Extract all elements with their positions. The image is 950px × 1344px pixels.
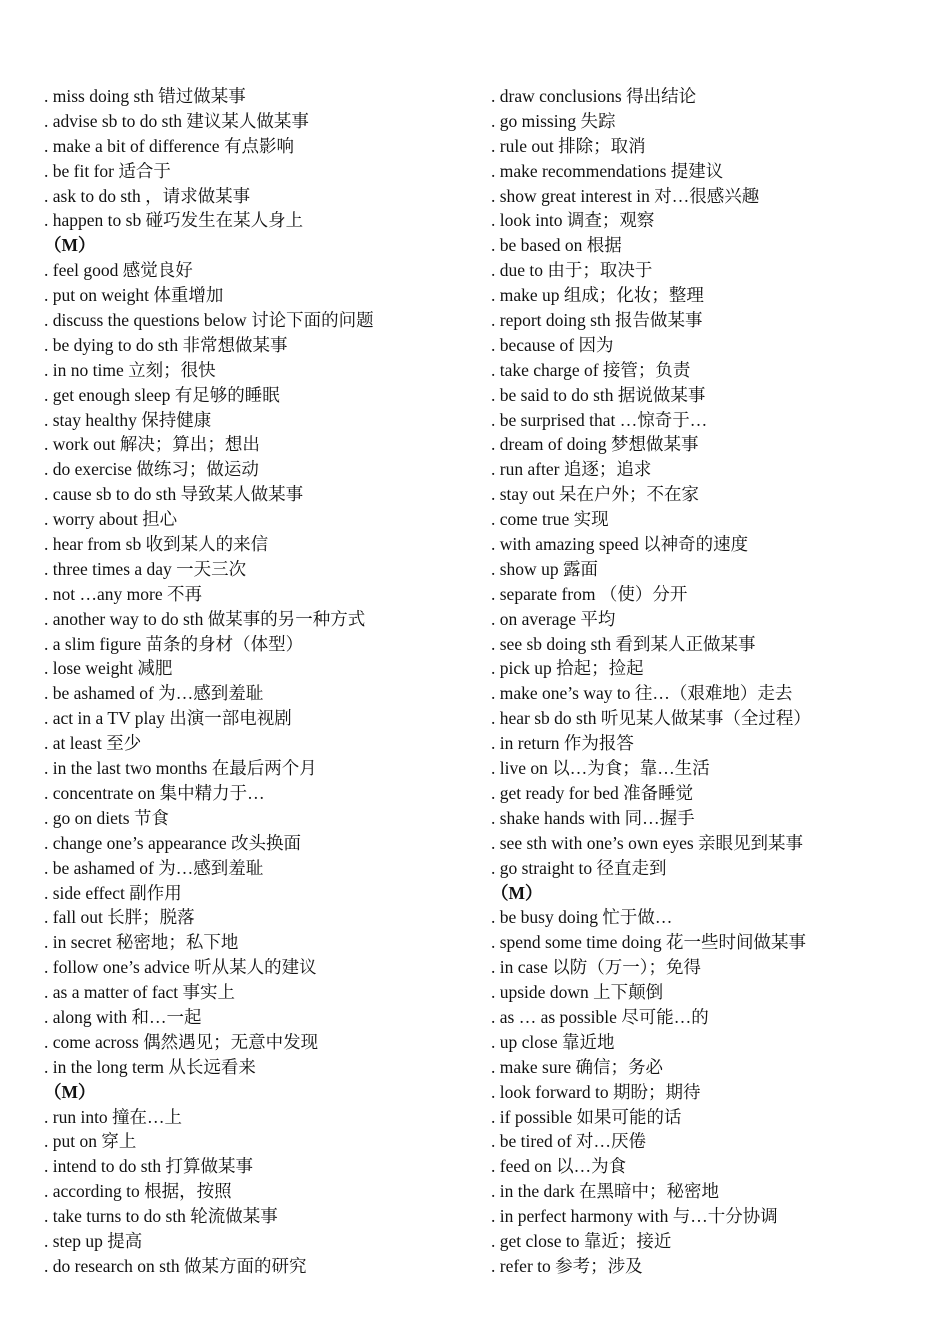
section-marker: （M） bbox=[44, 1081, 96, 1102]
phrase-entry: . upside down 上下颠倒 bbox=[491, 982, 664, 1003]
phrase-entry: . be said to do sth 据说做某事 bbox=[491, 384, 706, 405]
phrase-entry: . dream of doing 梦想做某事 bbox=[491, 434, 699, 455]
phrase-entry: . get enough sleep 有足够的睡眠 bbox=[44, 384, 280, 405]
phrase-entry: . show great interest in 对…很感兴趣 bbox=[491, 185, 760, 206]
phrase-entry: . concentrate on 集中精力于… bbox=[44, 782, 265, 803]
phrase-entry: . go missing 失踪 bbox=[491, 110, 616, 131]
phrase-entry: . be tired of 对…厌倦 bbox=[491, 1131, 647, 1152]
phrase-entry: . put on weight 体重增加 bbox=[44, 285, 224, 306]
phrase-entry: . in secret 秘密地；私下地 bbox=[44, 932, 239, 953]
phrase-entry: . step up 提高 bbox=[44, 1230, 143, 1251]
section-marker: （M） bbox=[491, 882, 543, 903]
phrase-entry: . because of 因为 bbox=[491, 334, 614, 355]
phrase-entry: . in the long term 从长远看来 bbox=[44, 1056, 256, 1077]
phrase-entry: . look into 调查；观察 bbox=[491, 210, 655, 231]
phrase-entry: . put on 穿上 bbox=[44, 1131, 137, 1152]
phrase-entry: . due to 由于；取决于 bbox=[491, 260, 653, 281]
phrase-entry: . follow one’s advice 听从某人的建议 bbox=[44, 957, 317, 978]
phrase-entry: . come true 实现 bbox=[491, 509, 609, 530]
phrase-entry: . get close to 靠近；接近 bbox=[491, 1230, 672, 1251]
phrase-entry: . be busy doing 忙于做… bbox=[491, 907, 673, 928]
phrase-entry: . look forward to 期盼；期待 bbox=[491, 1081, 701, 1102]
phrase-entry: . lose weight 减肥 bbox=[44, 658, 173, 679]
phrase-entry: . run into 撞在…上 bbox=[44, 1106, 183, 1127]
phrase-entry: . act in a TV play 出演一部电视剧 bbox=[44, 708, 292, 729]
phrase-entry: . separate from （使）分开 bbox=[491, 583, 688, 604]
phrase-entry: . in no time 立刻；很快 bbox=[44, 359, 216, 380]
phrase-entry: . take turns to do sth 轮流做某事 bbox=[44, 1206, 278, 1227]
phrase-entry: . pick up 拾起；捡起 bbox=[491, 658, 644, 679]
phrase-entry: . along with 和…一起 bbox=[44, 1006, 202, 1027]
phrase-entry: . as a matter of fact 事实上 bbox=[44, 982, 235, 1003]
phrase-entry: . show up 露面 bbox=[491, 558, 598, 579]
phrase-entry: . stay out 呆在户外；不在家 bbox=[491, 484, 700, 505]
phrase-entry: . according to 根据，按照 bbox=[44, 1181, 232, 1202]
phrase-entry: . three times a day 一天三次 bbox=[44, 558, 247, 579]
phrase-entry: . be fit for 适合于 bbox=[44, 160, 171, 181]
phrase-entry: . make recommendations 提建议 bbox=[491, 160, 724, 181]
phrase-entry: . with amazing speed 以神奇的速度 bbox=[491, 534, 749, 555]
phrase-entry: . shake hands with 同…握手 bbox=[491, 807, 695, 828]
phrase-entry: . run after 追逐；追求 bbox=[491, 459, 652, 480]
phrase-entry: . refer to 参考；涉及 bbox=[491, 1255, 643, 1276]
phrase-entry: . go on diets 节食 bbox=[44, 807, 169, 828]
phrase-entry: . in return 作为报答 bbox=[491, 733, 634, 754]
phrase-entry: . in the last two months 在最后两个月 bbox=[44, 758, 317, 779]
phrase-entry: . make one’s way to 往…（艰难地）走去 bbox=[491, 683, 793, 704]
phrase-entry: . be dying to do sth 非常想做某事 bbox=[44, 334, 288, 355]
phrase-entry: . at least 至少 bbox=[44, 733, 142, 754]
phrase-entry: . fall out 长胖；脱落 bbox=[44, 907, 195, 928]
phrase-entry: . report doing sth 报告做某事 bbox=[491, 310, 703, 331]
phrase-entry: . go straight to 径直走到 bbox=[491, 857, 667, 878]
phrase-entry: . take charge of 接管；负责 bbox=[491, 359, 691, 380]
phrase-entry: . if possible 如果可能的话 bbox=[491, 1106, 682, 1127]
phrase-entry: . hear sb do sth 听见某人做某事（全过程） bbox=[491, 708, 811, 729]
phrase-entry: . on average 平均 bbox=[491, 608, 616, 629]
phrase-entry: . a slim figure 苗条的身材（体型） bbox=[44, 633, 304, 654]
phrase-entry: . see sb doing sth 看到某人正做某事 bbox=[491, 633, 756, 654]
phrase-entry: . be based on 根据 bbox=[491, 235, 622, 256]
phrase-entry: . spend some time doing 花一些时间做某事 bbox=[491, 932, 806, 953]
phrase-entry: . make sure 确信；务必 bbox=[491, 1056, 664, 1077]
phrase-entry: . make up 组成；化妆；整理 bbox=[491, 285, 704, 306]
phrase-entry: . feel good 感觉良好 bbox=[44, 260, 193, 281]
phrase-entry: . be surprised that …惊奇于… bbox=[491, 409, 708, 430]
right-phrase-column bbox=[491, 84, 941, 1279]
phrase-entry: . worry about 担心 bbox=[44, 509, 178, 530]
phrase-entry: . hear from sb 收到某人的来信 bbox=[44, 534, 269, 555]
phrase-entry: . up close 靠近地 bbox=[491, 1031, 615, 1052]
phrase-entry: . not …any more 不再 bbox=[44, 583, 202, 604]
phrase-entry: . do research on sth 做某方面的研究 bbox=[44, 1255, 307, 1276]
phrase-entry: . side effect 副作用 bbox=[44, 882, 182, 903]
phrase-entry: . discuss the questions below 讨论下面的问题 bbox=[44, 310, 374, 331]
phrase-entry: . feed on 以…为食 bbox=[491, 1156, 627, 1177]
phrase-entry: . live on 以…为食；靠…生活 bbox=[491, 758, 710, 779]
phrase-entry: . come across 偶然遇见；无意中发现 bbox=[44, 1031, 319, 1052]
phrase-entry: . cause sb to do sth 导致某人做某事 bbox=[44, 484, 304, 505]
phrase-entry: . make a bit of difference 有点影响 bbox=[44, 135, 294, 156]
phrase-entry: . be ashamed of 为…感到羞耻 bbox=[44, 683, 264, 704]
phrase-entry: . in the dark 在黑暗中；秘密地 bbox=[491, 1181, 719, 1202]
phrase-entry: . rule out 排除；取消 bbox=[491, 135, 646, 156]
phrase-entry: . see sth with one’s own eyes 亲眼见到某事 bbox=[491, 832, 804, 853]
phrase-entry: . advise sb to do sth 建议某人做某事 bbox=[44, 110, 309, 131]
phrase-entry: . get ready for bed 准备睡觉 bbox=[491, 782, 694, 803]
phrase-entry: . miss doing sth 错过做某事 bbox=[44, 86, 246, 106]
phrase-entry: . happen to sb 碰巧发生在某人身上 bbox=[44, 210, 304, 231]
phrase-entry: . ask to do sth ，请求做某事 bbox=[44, 185, 251, 206]
phrase-entry: . stay healthy 保持健康 bbox=[44, 409, 212, 430]
phrase-entry: . be ashamed of 为…感到羞耻 bbox=[44, 857, 264, 878]
phrase-entry: . do exercise 做练习；做运动 bbox=[44, 459, 259, 480]
phrase-entry: . in perfect harmony with 与…十分协调 bbox=[491, 1206, 778, 1227]
phrase-entry: . another way to do sth 做某事的另一种方式 bbox=[44, 608, 366, 629]
phrase-entry: . in case 以防（万一）；免得 bbox=[491, 957, 701, 978]
phrase-entry: . draw conclusions 得出结论 bbox=[491, 86, 697, 106]
phrase-entry: . intend to do sth 打算做某事 bbox=[44, 1156, 254, 1177]
section-marker: （M） bbox=[44, 235, 96, 256]
left-phrase-column bbox=[44, 84, 484, 1279]
phrase-entry: . work out 解决；算出；想出 bbox=[44, 434, 260, 455]
phrase-entry: . as … as possible 尽可能…的 bbox=[491, 1006, 709, 1027]
phrase-entry: . change one’s appearance 改头换面 bbox=[44, 832, 302, 853]
